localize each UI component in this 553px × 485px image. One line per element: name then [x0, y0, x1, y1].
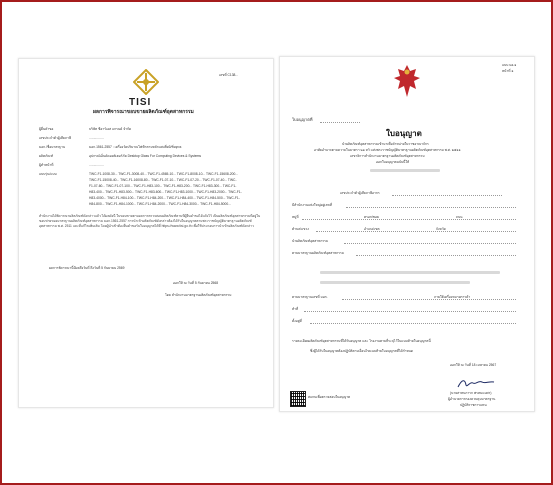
row-line [356, 255, 516, 256]
field-value-standard: มอก.1561-2557 : เครื่องวัดปริมาณไฟฟ้าตามหลักแสงสี่ยมิ/ซิ่งยุทธ [89, 145, 182, 149]
row-line [302, 219, 516, 220]
model-line: TWC-F1-1008-30... TWC-F1-3008-40... TWC-F1-4565-10... TWC-F1-8008-10... TWC-F1-15608-200... [89, 172, 239, 176]
row-soi-label: ตรอก/ซอย [364, 215, 379, 219]
qr-caption: สแกนเพื่อตรวจสอบใบอนุญาต [308, 395, 351, 399]
import-licence [279, 56, 535, 412]
field-label-applicant: ผู้ยื่นคำขอ [39, 127, 54, 131]
row-trademark-label: ภายใต้เครื่องหมายการค้า [434, 295, 471, 299]
condition-2: ซึ่งผู้ได้รับใบอนุญาตต้องปฏิบัติตามเงื่อนไขแนบท้ายใบอนุญาตที่ได้กำหนด [310, 349, 414, 353]
signer-title-2: ปฏิบัติราชการแทน [460, 403, 487, 407]
row-product-label: นำผลิตภัณฑ์อุตสาหกรรม [292, 239, 329, 243]
model-line: H83-4000... TWC-F1-H84-100... TWC-F1-H84-200... TWC-F1-H84-400... TWC-F1-H84-500... TWC-F1- [89, 196, 240, 200]
heading: ผลการพิจารณาขอบขายผลิตภัณฑ์อุตสาหกรรม [93, 109, 194, 115]
model-line: TWC-F1-15008-40... TWC-F1-16008-80... TWC-F1-07-10... TWC-F1-07-20... TWC-F1-07-40... TWC- [89, 178, 237, 182]
field-label-agent: ผู้ทำหน้าที่ [39, 163, 54, 167]
row-address-label: มีสำนักงานแห่งใหญ่อยู่เลขที่ [292, 203, 332, 207]
row-line [310, 323, 516, 324]
licence-title: ใบอนุญาต [386, 129, 422, 138]
redacted-name [370, 169, 440, 172]
logo-text: TISI [129, 97, 152, 108]
subtitle-2: อาศัยอำนาจตามความในมาตรา ๒๑ ทวิ แห่งพระราชบัญญัติมาตรฐานผลิตภัณฑ์อุตสาหกรรม พ.ศ. ๒๕๑๑ [314, 148, 461, 152]
licence-no-label: ใบอนุญาตที่ [292, 117, 313, 122]
date-line: ออกให้ ณ วันที่ 5 กันยายน 2568 [173, 281, 219, 285]
row-line [304, 311, 516, 312]
row-road-label: ถนน [456, 215, 463, 219]
row-line [316, 231, 516, 232]
issuer: โดย สำนักงานมาตรฐานผลิตภัณฑ์อุตสาหกรรม [165, 293, 232, 297]
field-value-product: อุปกรณ์เอ็นด์คอยล์เตอร์ภัย Desktop Glass For Computing Devices & Systems [89, 154, 202, 158]
row-std-no-label: ตามมาตรฐานเลขที่ มอก. [292, 295, 328, 299]
condition-1: รายละเอียดผลิตภัณฑ์อุตสาหกรรมที่ได้รับอนุญาต และ โรงงานตามที่ระบุไว้ในแนบท้ายใบอนุญาตนี้ [292, 339, 431, 343]
row-line [392, 195, 502, 196]
page-ref: เลขที่ C138... [219, 73, 239, 77]
field-label-taxid: เลขประจำตัวผู้เสียภาษี [39, 136, 72, 140]
row-standard-label: ตามมาตรฐานผลิตภัณฑ์อุตสาหกรรม [292, 251, 344, 255]
tisi-scope-letter [18, 58, 274, 408]
row-made-at-label: ทำที่ [292, 307, 299, 311]
model-line: H83-400... TWC-F1-H83-500... TWC-F1-H83-600... TWC-F1-H83-1000... TWC-F1-H83-2000... TWC-F1- [89, 190, 242, 194]
field-value-applicant: บริษัท ซีอาร์เอส แกรนด์ จำกัด [89, 127, 132, 131]
row-province-label: จังหวัด [436, 227, 446, 231]
row-located-label: ตั้งอยู่ที่ [292, 319, 302, 323]
redacted-block [320, 281, 470, 284]
row-subdistrict-label: ตำบล/แขวง [292, 227, 309, 231]
page-number: หน้าที่ ๑ [502, 69, 514, 73]
row-line [342, 299, 516, 300]
field-value-agent: ................ [89, 163, 104, 167]
qr-code-icon [290, 391, 306, 407]
subtitle-3: เลขาธิการสำนักงานมาตรฐานผลิตภัณฑ์อุตสาหกรรม [350, 154, 425, 158]
field-label-models: แบบรุ่น/แบบ [39, 172, 57, 176]
subtitle-1: นำผลิตภัณฑ์อุตสาหกรรมเข้ามาเพื่อจำหน่ายในราชอาณาจักร [342, 142, 429, 146]
row-moo-label: หมู่ที่ [292, 215, 299, 219]
signer-name: (นายสาทนการก พรหมแมศร) [450, 391, 492, 395]
signature-icon [456, 377, 496, 389]
garuda-emblem-icon [392, 63, 422, 99]
valid-until: ผลการพิจารณานี้มีผลถึงวันที่ ถึงวันที่ 5 กันยายน 2569 [49, 266, 125, 270]
row-taxid-label: เลขประจำตัวผู้เสียภาษีอากร [340, 191, 380, 195]
row-district-label: อำเภอ/เขต [364, 227, 380, 231]
signer-title-1: ผู้อำนวยการกองควบคุมมาตรฐาน [448, 397, 496, 401]
licence-no-line [320, 122, 360, 123]
field-label-product: ผลิตภัณฑ์ [39, 154, 54, 158]
field-label-standard: มอก./ชื่อมาตรฐาน [39, 145, 66, 149]
field-value-taxid: ................ [89, 136, 104, 140]
tisi-logo-icon [133, 69, 159, 95]
issued-date: ออกให้ ณ วันที่ 18 เมษายน 2567 [450, 363, 497, 367]
model-line: H84-800... TWC-F1-H84-1000... TWC-F1-H84-2000... TWC-F1-H84-3000... TWC-F1-H84-5000... [89, 202, 231, 206]
body-text: สำนักงานได้พิจารณาผลิตภัณฑ์ดังกล่าวแล้ว ได้ผลดังนี้ ในขอบขายตามผลการตรวจสอบผลิตภัณฑ์ตามที่ผู้ยื่นคำขอได้แจ้งไว้ เป็นผลิตภัณฑ์อุตสาหกรรมที่อยู่ในขอบข่ายของมาตรฐานผลิตภัณฑ์อุตสาหกรรม มอก.1561-2557 การนำเข้าผลิตภัณฑ์ดังกล่าวต้องได้รับใบอนุญาตตามพระราชบัญญัติมาตรฐานผลิตภัณฑ์อุตสาหกรรม พ.ศ. 2511 และที่แก้ไขเพิ่มเติม โดยผู้นำเข้าต้องยื่นคำขอรับใบอนุญาตได้ที่ https://www.tisi.go.th เพื่อใช้ประกอบการนำเข้าผลิตภัณฑ์ดังกล่าว [39, 214, 261, 228]
row-line [344, 243, 516, 244]
redacted-block [320, 271, 500, 274]
form-code: แบบ มอ.๑ [502, 63, 517, 67]
model-line: F1-07-60... TWC-F1-07-100... TWC-F1-H83-100... TWC-F1-H83-200... TWC-F1-H83-300... TWC-F1- [89, 184, 237, 188]
subtitle-4: ออกใบอนุญาตฉบับนี้ให้ [376, 160, 410, 164]
row-line [346, 207, 516, 208]
